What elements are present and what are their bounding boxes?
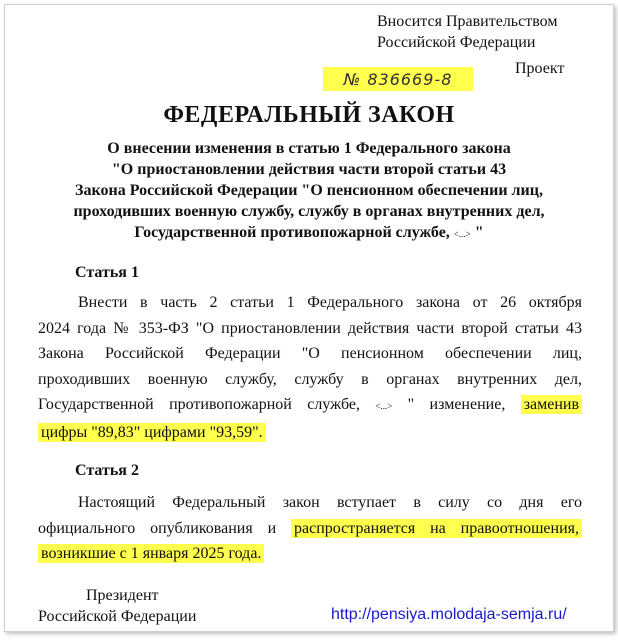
article-2-line-2-text: официального опубликования и [38,519,277,537]
article-2-text [38,490,582,567]
signature-org: Российской Федерации [38,608,197,625]
subtitle-line: Закона Российской Федерации "О пенсионном обеспечении лиц, [75,182,543,199]
registration-number: № 836669-8 [323,67,473,91]
subtitle-line: "О приостановлении действия части второй статьи 43 [111,161,507,178]
highlight-new-figures: цифры "89,83" цифрами "93,59". [38,423,266,442]
law-title: ФЕДЕРАЛЬНЫЙ ЗАКОН [163,102,455,128]
article-1-text [38,290,582,445]
project-label: Проект [515,60,565,77]
article-1-line: 2024 года № 353-ФЗ "О приостановлении действия части второй статьи 43 [38,319,582,337]
submitter-line-2: Российской Федерации [377,34,536,51]
article-2-heading: Статья 2 [75,462,139,479]
article-2-line-3 [38,541,582,567]
article-1-line-5-tail: " изменение, [407,396,506,413]
highlight-replacing: заменив [521,395,582,414]
subtitle-line: проходивших военную службу, службу в органах внутренних дел, [73,203,545,220]
article-1-line: проходивших военную службу, службу в органах внутренних дел, [38,370,582,388]
subtitle-line: О внесении изменения в статью 1 Федерального закона [107,140,511,157]
subtitle-closing-quote: " [474,224,484,241]
submitter-line-1: Вносится Правительством [377,13,558,30]
article-1-heading: Статья 1 [75,264,139,281]
signature-block [38,585,196,627]
highlight-effective-date: возникшие с 1 января 2025 года. [38,544,264,563]
document-page [4,4,614,632]
article-1-ellipsis: <...> [375,401,393,411]
subtitle-ellipsis: <...> [453,229,471,239]
source-watermark-link[interactable]: http://pensiya.molodaja-semja.ru/ [331,606,567,623]
law-subtitle [5,138,613,245]
article-2-line: Настоящий Федеральный закон вступает в силу со дня его [78,494,582,511]
article-1-line-6 [38,420,582,446]
article-1-line-5 [38,392,582,420]
article-2-line-2 [38,516,582,542]
submitter-block [377,11,557,53]
article-1-line: Внести в часть 2 статьи 1 Федерального закона от 26 октября [78,294,582,311]
signature-title: Президент [86,587,159,604]
article-1-line: Закона Российской Федерации "О пенсионном обеспечении лиц, [38,345,582,362]
subtitle-line-last [5,222,613,245]
subtitle-line: Государственной противопожарной службе, [134,224,450,241]
article-1-line-5-text: Государственной противопожарной службе, [38,396,360,413]
highlight-applies: распространяется на правоотношения, [291,519,582,538]
